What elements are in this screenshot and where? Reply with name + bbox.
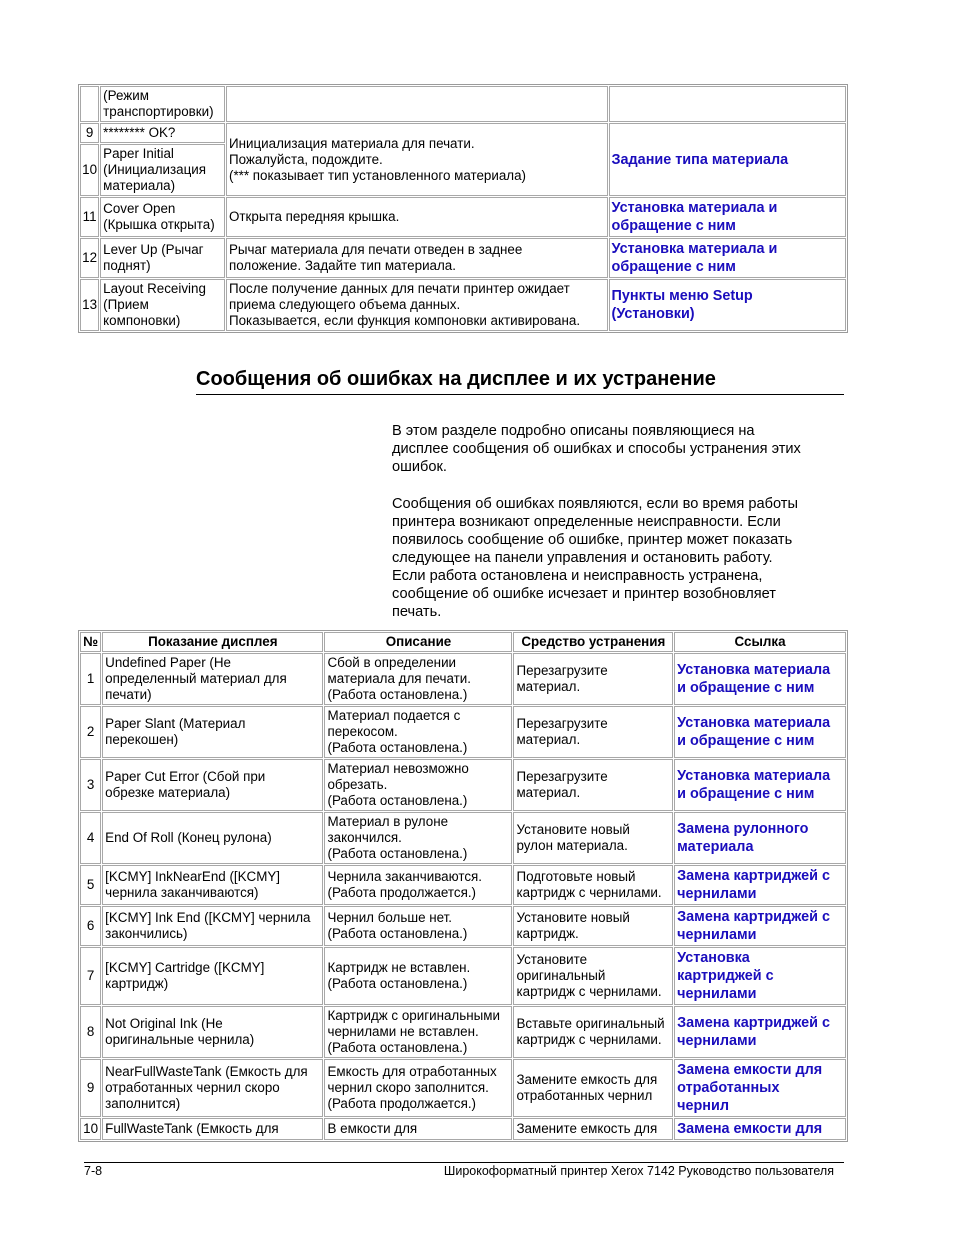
reference-cell: [609, 86, 846, 122]
table-row: [80, 197, 846, 237]
table-row: [80, 759, 846, 811]
error-messages-table: [78, 630, 848, 1142]
reference-cell: [674, 759, 846, 811]
intro-paragraph: В этом разделе подробно описаны появляющиеся на дисплее сообщения об ошибках и способы устранения этих ошибок.: [392, 423, 801, 475]
display-cell: [KCMY] Ink End ([KCMY] чернила закончились): [102, 906, 323, 946]
row-number: 4: [80, 812, 101, 864]
remedy-cell: Вставьте оригинальный картридж с чернилами.: [513, 1006, 673, 1058]
description-cell: Емкость для отработанных чернил скоро заполнится. (Работа продолжается.): [324, 1059, 512, 1117]
reference-link[interactable]: Замена емкости для отработанных чернил: [677, 1062, 823, 1114]
row-number: 1: [80, 653, 101, 705]
table-row: [80, 1059, 846, 1117]
row-number: 6: [80, 906, 101, 946]
reference-link[interactable]: Установка материала и обращение с ним: [611, 200, 778, 234]
description-cell: Рычаг материала для печати отведен в заднее положение. Задайте тип материала.: [226, 238, 608, 278]
row-number: 10: [80, 1118, 101, 1140]
table-row: [80, 812, 846, 864]
row-number: 9: [80, 1059, 101, 1117]
row-number: 10: [80, 144, 99, 196]
reference-link[interactable]: Установка материала и обращение с ним: [677, 662, 831, 696]
reference-cell: [674, 706, 846, 758]
display-cell: NearFullWasteTank (Емкость для отработанных чернил скоро заполнится): [102, 1059, 323, 1117]
reference-cell: [609, 197, 846, 237]
row-number: 9: [80, 123, 99, 143]
row-number: [80, 86, 99, 122]
display-cell: Cover Open (Крышка открыта): [100, 197, 225, 237]
reference-cell: [674, 1059, 846, 1117]
reference-link[interactable]: Замена картриджей с чернилами: [677, 1015, 831, 1049]
description-cell: Открыта передняя крышка.: [226, 197, 608, 237]
table-row: [80, 653, 846, 705]
description-cell: Чернила заканчиваются. (Работа продолжается.): [324, 865, 512, 905]
description-cell: Инициализация материала для печати. Пожалуйста, подождите. (*** показывает тип установленного материала): [226, 123, 608, 196]
remedy-cell: Замените емкость для отработанных чернил: [513, 1059, 673, 1117]
table-row: [80, 123, 846, 143]
remedy-cell: Установите новый рулон материала.: [513, 812, 673, 864]
remedy-cell: Установите оригинальный картридж с чернилами.: [513, 947, 673, 1005]
display-cell: Paper Slant (Материал перекошен): [102, 706, 323, 758]
reference-cell: [609, 279, 846, 331]
table-header-row: [80, 632, 846, 652]
remedy-cell: Перезагрузите материал.: [513, 653, 673, 705]
display-cell: [KCMY] Cartridge ([KCMY] картридж): [102, 947, 323, 1005]
description-cell: Чернил больше нет. (Работа остановлена.): [324, 906, 512, 946]
display-cell: ******** OK?: [100, 123, 225, 143]
reference-link[interactable]: Замена картриджей с чернилами: [677, 909, 831, 943]
description-cell: [226, 86, 608, 122]
description-cell: В емкости для: [324, 1118, 512, 1140]
status-messages-table-continued: [78, 84, 848, 333]
remedy-cell: Замените емкость для: [513, 1118, 673, 1140]
reference-link[interactable]: Установка материала и обращение с ним: [677, 715, 831, 749]
reference-link[interactable]: Замена рулонного материала: [677, 821, 809, 855]
page-number: 7-8: [84, 1164, 103, 1178]
description-cell: Материал подается с перекосом. (Работа остановлена.): [324, 706, 512, 758]
column-header-number: №: [80, 632, 101, 652]
footer-rule: [84, 1162, 844, 1163]
reference-link[interactable]: Установка материала и обращение с ним: [611, 241, 778, 275]
reference-cell: [674, 1006, 846, 1058]
display-cell: Layout Receiving (Прием компоновки): [100, 279, 225, 331]
reference-link[interactable]: Замена картриджей с чернилами: [677, 868, 831, 902]
row-number: 12: [80, 238, 99, 278]
reference-link[interactable]: Установка картриджей с чернилами: [677, 950, 774, 1002]
row-number: 7: [80, 947, 101, 1005]
remedy-cell: Перезагрузите материал.: [513, 706, 673, 758]
column-header-reference: Ссылка: [674, 632, 846, 652]
display-cell: Lever Up (Рычаг поднят): [100, 238, 225, 278]
row-number: 3: [80, 759, 101, 811]
table-row: [80, 1118, 846, 1140]
reference-cell: [674, 653, 846, 705]
display-cell: Not Original Ink (Не оригинальные чернила): [102, 1006, 323, 1058]
column-header-remedy: Средство устранения: [513, 632, 673, 652]
column-header-description: Описание: [324, 632, 512, 652]
reference-cell: [674, 865, 846, 905]
display-cell: (Режим транспортировки): [100, 86, 225, 122]
footer-title: Широкоформатный принтер Xerox 7142 Руководство пользователя: [443, 1164, 834, 1178]
table-row: [80, 279, 846, 331]
display-cell: Paper Cut Error (Сбой при обрезке материала): [102, 759, 323, 811]
table1-body: [80, 86, 846, 331]
remedy-cell: Подготовьте новый картридж с чернилами.: [513, 865, 673, 905]
description-cell: Материал в рулоне закончился. (Работа остановлена.): [324, 812, 512, 864]
reference-cell: [674, 947, 846, 1005]
table2-body: [80, 653, 846, 1140]
table-row: [80, 947, 846, 1005]
reference-link[interactable]: Установка материала и обращение с ним: [677, 768, 831, 802]
table-row: [80, 1006, 846, 1058]
display-cell: FullWasteTank (Емкость для: [102, 1118, 323, 1140]
table-row: [80, 706, 846, 758]
row-number: 13: [80, 279, 99, 331]
display-cell: Undefined Paper (Не определенный материал для печати): [102, 653, 323, 705]
table-row: [80, 906, 846, 946]
table-row: [80, 865, 846, 905]
reference-cell: [674, 1118, 846, 1140]
remedy-cell: Перезагрузите материал.: [513, 759, 673, 811]
reference-link[interactable]: Пункты меню Setup (Установки): [611, 288, 753, 322]
description-cell: Картридж с оригинальными чернилами не вставлен. (Работа остановлена.): [324, 1006, 512, 1058]
display-cell: Paper Initial (Инициализация материала): [100, 144, 225, 196]
table-row: [80, 238, 846, 278]
reference-link[interactable]: Задание типа материала: [611, 151, 789, 168]
description-cell: Картридж не вставлен. (Работа остановлена.): [324, 947, 512, 1005]
description-cell: Материал невозможно обрезать. (Работа остановлена.): [324, 759, 512, 811]
reference-cell: [609, 238, 846, 278]
table-row: [80, 86, 846, 122]
reference-cell: [674, 812, 846, 864]
row-number: 2: [80, 706, 101, 758]
description-cell: После получение данных для печати принтер ожидает приема следующего объема данных. Показывается, если функция компоновки активирована.: [226, 279, 608, 331]
table-header: [80, 632, 846, 652]
reference-link[interactable]: Замена емкости для: [677, 1121, 823, 1137]
row-number: 11: [80, 197, 99, 237]
column-header-display: Показание дисплея: [102, 632, 323, 652]
intro-paragraph: Сообщения об ошибках появляются, если во время работы принтера возникают определенные неисправности. Если появилось сообщение об ошибке, принтер может показать следующее на панели управления и остановить работу. Если работа остановлена и неисправность устранена, сообщение об ошибке исчезает и принтер возобновляет печать.: [392, 496, 798, 620]
display-cell: [KCMY] InkNearEnd ([KCMY] чернила заканчиваются): [102, 865, 323, 905]
description-cell: Сбой в определении материала для печати. (Работа остановлена.): [324, 653, 512, 705]
row-number: 8: [80, 1006, 101, 1058]
row-number: 5: [80, 865, 101, 905]
section-heading: Сообщения об ошибках на дисплее и их устранение: [196, 366, 844, 395]
display-cell: End Of Roll (Конец рулона): [102, 812, 323, 864]
reference-cell: [609, 123, 846, 196]
reference-cell: [674, 906, 846, 946]
remedy-cell: Установите новый картридж.: [513, 906, 673, 946]
